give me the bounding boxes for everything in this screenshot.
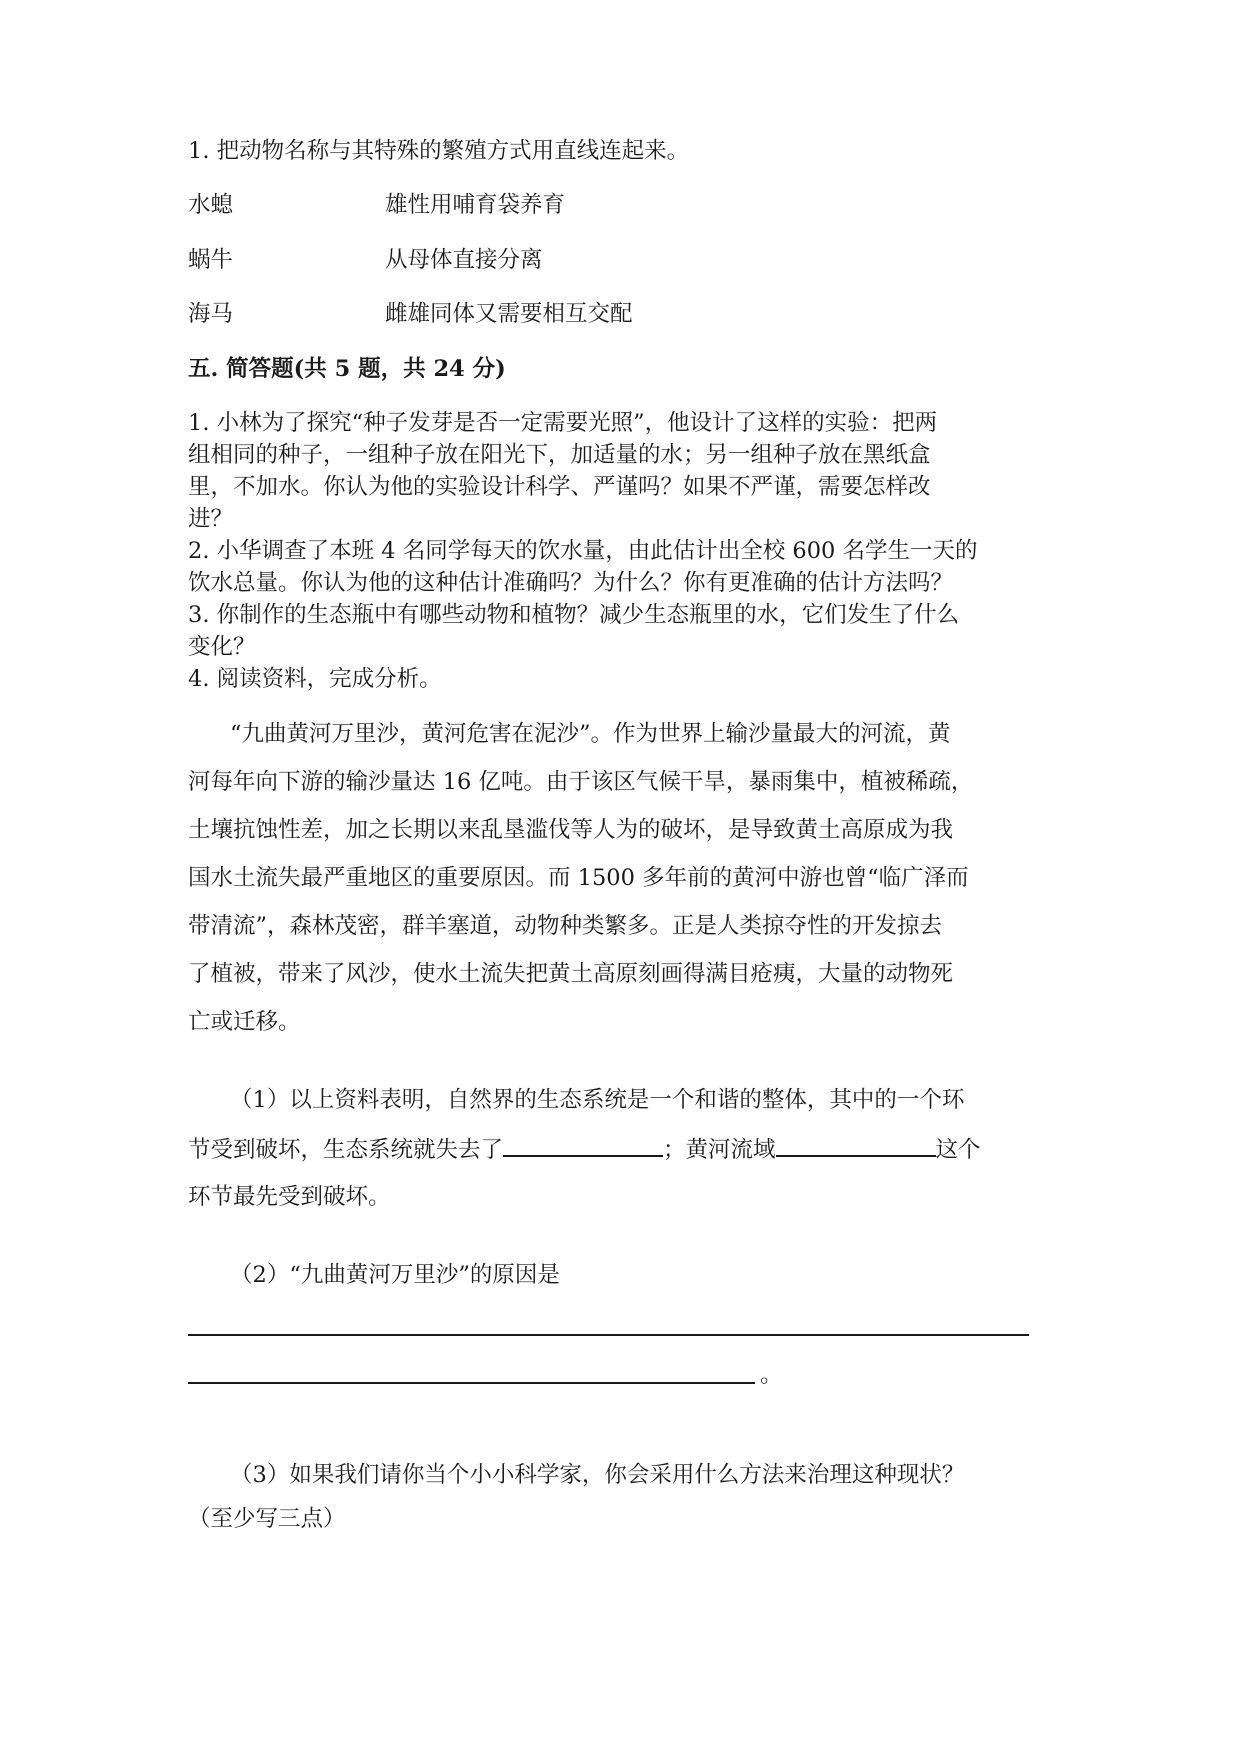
question-line: 组相同的种子，一组种子放在阳光下，加适量的水；另一组种子放在黑纸盒 [188,442,931,468]
subquestion-line: （1）以上资料表明，自然界的生态系统是一个和谐的整体，其中的一个环 [230,1087,965,1113]
question-line: 4. 阅读资料，完成分析。 [188,666,442,692]
passage-line: 了植被，带来了风沙，使水土流失把黄土高原刻画得满目疮痍，大量的动物死 [188,961,954,987]
question-line: 变化？ [188,634,256,660]
question-line: 1. 小林为了探究“种子发芽是否一定需要光照”，他设计了这样的实验：把两 [188,410,938,436]
subquestion-text: 这个 [935,1137,981,1163]
passage-line: 带清流”，森林茂密，群羊塞道，动物种类繁多。正是人类掠夺性的开发掠去 [188,913,943,939]
question-line: 3. 你制作的生态瓶中有哪些动物和植物？减少生态瓶里的水，它们发生了什么 [188,602,960,628]
question-line: 2. 小华调查了本班 4 名同学每天的饮水量，由此估计出全校 600 名学生一天的 [188,538,978,564]
passage-line: 河每年向下游的输沙量达 16 亿吨。由于该区气候干旱，暴雨集中，植被稀疏， [188,769,974,795]
subquestion-text: ；黄河流域 [663,1137,776,1163]
subquestion-line [188,1133,981,1166]
answer-line[interactable] [188,1382,755,1384]
question-line: 里，不加水。你认为他的实验设计科学、严谨吗？如果不严谨，需要怎样改 [188,474,931,500]
subquestion-line: （至少写三点） [188,1506,346,1532]
answer-line[interactable] [188,1334,1029,1336]
period-mark: 。 [760,1362,783,1388]
animal-name: 海马 [188,301,234,327]
subquestion-line: 环节最先受到破坏。 [188,1184,391,1210]
subquestion-line: （3）如果我们请你当个小小科学家，你会采用什么方法来治理这种现状？ [230,1462,965,1488]
reproduction-method: 从母体直接分离 [385,247,543,273]
animal-name: 蜗牛 [188,247,234,273]
section-heading: 五. 简答题(共 5 题，共 24 分) [188,356,506,382]
passage-line: “九曲黄河万里沙，黄河危害在泥沙”。作为世界上输沙量最大的河流，黄 [230,721,951,747]
reproduction-method: 雌雄同体又需要相互交配 [385,301,633,327]
answer-blank[interactable] [776,1133,936,1157]
subquestion-text: 节受到破坏，生态系统就失去了 [188,1137,504,1163]
question-line: 进？ [188,506,234,532]
subquestion-line: （2）“九曲黄河万里沙”的原因是 [230,1262,560,1288]
matching-instruction: 1. 把动物名称与其特殊的繁殖方式用直线连起来。 [188,138,690,164]
passage-line: 国水土流失最严重地区的重要原因。而 1500 多年前的黄河中游也曾“临广泽而 [188,865,969,891]
animal-name: 水螅 [188,192,234,218]
reproduction-method: 雄性用哺育袋养育 [385,192,566,218]
question-line: 饮水总量。你认为他的这种估计准确吗？为什么？你有更准确的估计方法吗？ [188,570,954,596]
passage-line: 亡或迁移。 [188,1009,301,1035]
passage-line: 土壤抗蚀性差，加之长期以来乱垦滥伐等人为的破坏，是导致黄土高原成为我 [188,817,954,843]
answer-blank[interactable] [503,1133,663,1157]
